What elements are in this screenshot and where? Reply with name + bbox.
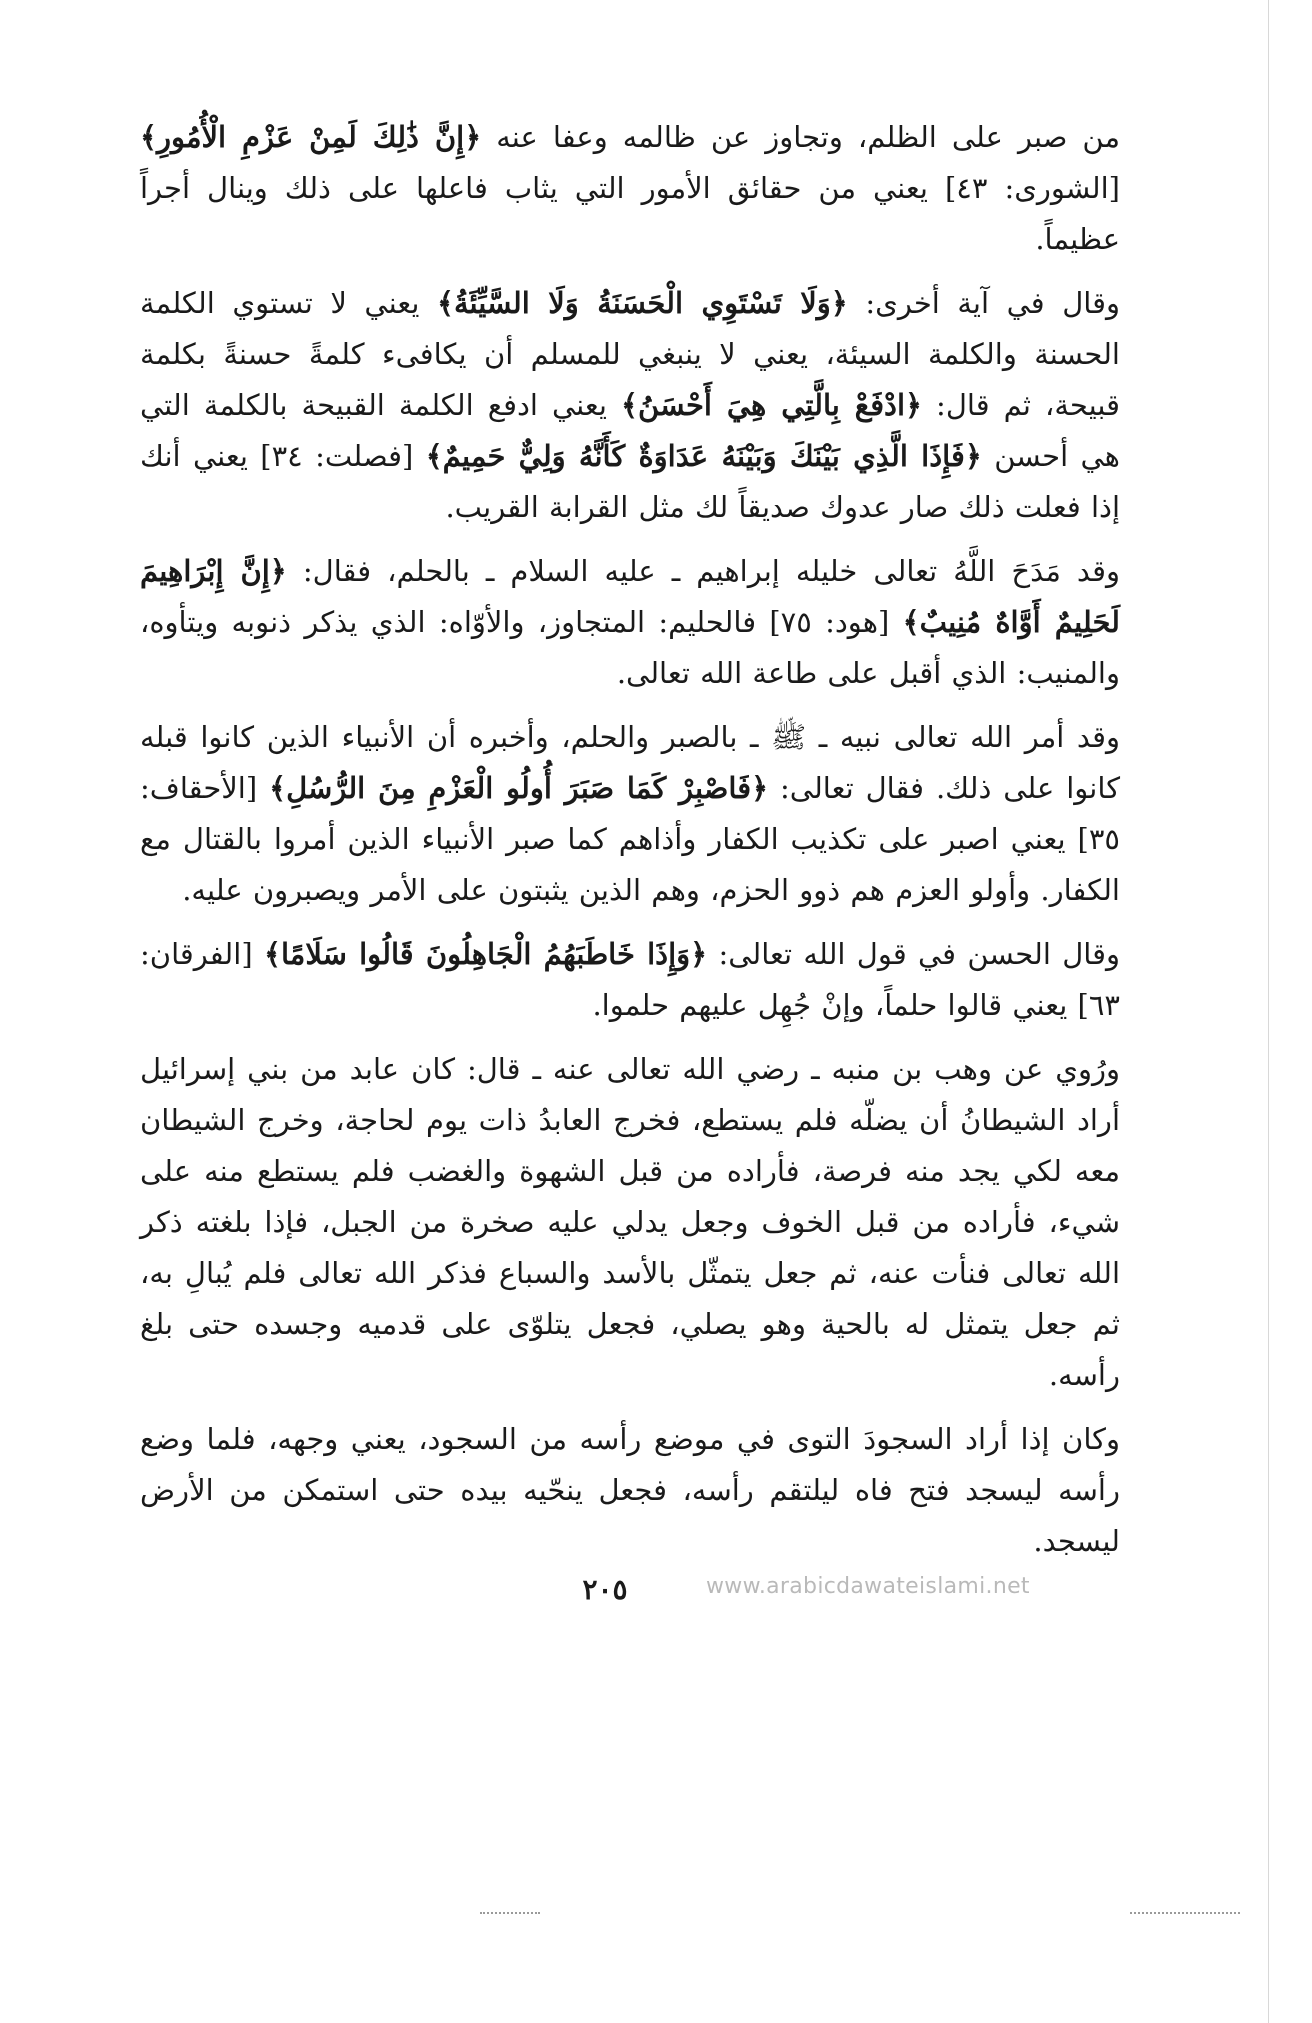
- text-segment: [الشورى: ٤٣] يعني من حقائق الأمور التي يثاب فاعلها على ذلك وينال أجراً عظيماً.: [140, 171, 1120, 256]
- text-segment: من صبر على الظلم، وتجاوز عن ظالمه وعفا عنه: [481, 120, 1120, 154]
- text-segment: [هود: ٧٥] فالحليم: المتجاوز، والأوّاه: الذي يذكر ذنوبه ويتأوه، والمنيب: الذي أقبل على طاعة الله تعالى.: [140, 605, 1120, 690]
- paragraph-2: [140, 278, 1120, 533]
- page-number: ٢٠٥: [582, 1573, 628, 1606]
- text-segment: [الفرقان: ٦٣] يعني قالوا حلماً، وإنْ جُهِل عليهم حلموا.: [140, 937, 1120, 1022]
- text-segment: وقد مَدَحَ اللَّهُ تعالى خليله إبراهيم ـ عليه السلام ـ بالحلم، فقال:: [286, 554, 1120, 588]
- quran-verse: ﴿فَإِذَا الَّذِي بَيْنَكَ وَبَيْنَهُ عَدَاوَةٌ كَأَنَّهُ وَلِيٌّ حَمِيمٌ﴾: [425, 439, 982, 473]
- text-segment: يعني لا تستوي الكلمة الحسنة والكلمة السيئة، يعني لا ينبغي للمسلم أن يكافىء كلمةً حسنةً بكلمة قبيحة، ثم قال:: [140, 286, 1120, 422]
- text-segment: وقال الحسن في قول الله تعالى:: [707, 937, 1120, 971]
- text-segment: [فصلت: ٣٤] يعني أنك إذا فعلت ذلك صار عدوك صديقاً لك مثل القرابة القريب.: [140, 439, 1120, 524]
- text-segment: وكان إذا أراد السجودَ التوى في موضع رأسه من السجود، يعني وجهه، فلما وضع رأسه ليسجد فتح فاه ليلتقم رأسه، فجعل ينحّيه بيده حتى استمكن من الأرض ليسجد.: [140, 1422, 1120, 1558]
- quran-verse: ﴿وَإِذَا خَاطَبَهُمُ الْجَاهِلُونَ قَالُوا سَلَامًا﴾: [263, 937, 708, 971]
- paragraph-3: [140, 546, 1120, 699]
- watermark-url: www.arabicdawateislami.net: [706, 1574, 1030, 1599]
- quran-verse: ﴿ادْفَعْ بِالَّتِي هِيَ أَحْسَنُ﴾: [621, 388, 923, 422]
- scan-artifact: [480, 1912, 540, 1916]
- paragraph-5: [140, 929, 1120, 1031]
- paragraph-1: [140, 112, 1120, 265]
- scan-artifact: [1130, 1912, 1240, 1916]
- text-segment: [الأحقاف: ٣٥] يعني اصبر على تكذيب الكفار وأذاهم كما صبر الأنبياء الذين أمروا بالقتال مع الكفار. وأولو العزم هم ذوو الحزم، وهم الذين يثبتون على الأمر ويصبرون عليه.: [140, 771, 1120, 907]
- quran-verse: ﴿فَاصْبِرْ كَمَا صَبَرَ أُولُو الْعَزْمِ مِنَ الرُّسُلِ﴾: [269, 771, 769, 805]
- text-segment: وقد أمر الله تعالى نبيه ـ ﷺ ـ بالصبر والحلم، وأخبره أن الأنبياء الذين كانوا قبله كانوا على ذلك. فقال تعالى:: [140, 720, 1120, 805]
- scan-edge-line: [1268, 0, 1269, 2023]
- paragraph-7: [140, 1414, 1120, 1567]
- quran-verse: ﴿إِنَّ ذَٰلِكَ لَمِنْ عَزْمِ الْأُمُورِ﴾: [140, 120, 482, 154]
- text-segment: وقال في آية أخرى:: [847, 286, 1120, 320]
- paragraph-4: [140, 712, 1120, 916]
- paragraph-6: [140, 1044, 1120, 1401]
- text-segment: ورُوي عن وهب بن منبه ـ رضي الله تعالى عنه ـ قال: كان عابد من بني إسرائيل أراد الشيطانُ أن يضلّه فلم يستطع، فخرج العابدُ ذات يوم لحاجة، وخرج الشيطان معه لكي يجد منه فرصة، فأراده من قبل الشهوة والغضب فلم يستطع منه على شيء، فأراده من قبل الخوف وجعل يدلي عليه صخرة من الجبل، فإذا بلغته ذكر الله تعالى فنأت عنه، ثم جعل يتمثّل بالأسد والسباع فذكر الله تعالى فلم يُبالِ به، ثم جعل يتمثل له بالحية وهو يصلي، فجعل يتلوّى على قدميه وجسده حتى بلغ رأسه.: [140, 1052, 1120, 1392]
- body-text: [140, 112, 1120, 1580]
- quran-verse: ﴿إِنَّ إِبْرَاهِيمَ لَحَلِيمٌ أَوَّاهٌ مُنِيبٌ﴾: [140, 554, 1121, 639]
- quran-verse: ﴿وَلَا تَسْتَوِي الْحَسَنَةُ وَلَا السَّيِّئَةُ﴾: [436, 286, 848, 320]
- text-segment: يعني ادفع الكلمة القبيحة بالكلمة التي هي أحسن: [140, 388, 1120, 473]
